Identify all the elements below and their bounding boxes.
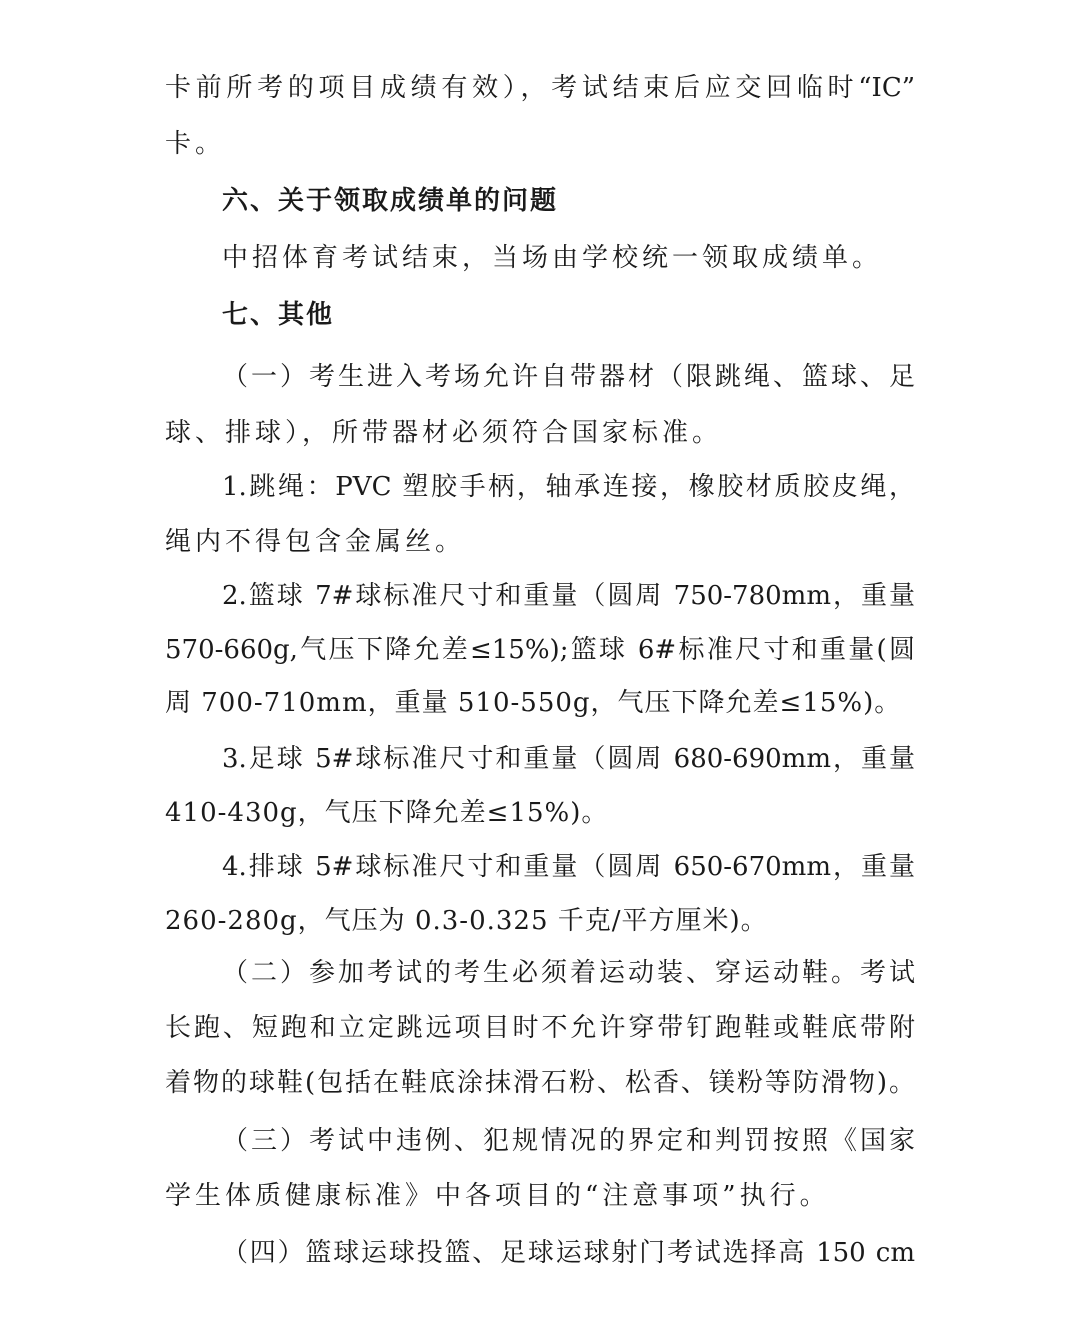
paragraph-line: 球、排球），所带器材必须符合国家标准。 bbox=[165, 418, 723, 448]
section-heading-7: 七、其他 bbox=[222, 300, 335, 330]
paragraph-line: 4.排球 5#球标准尺寸和重量（圆周 650-670mm，重量 bbox=[222, 852, 915, 882]
paragraph-line: 学生体质健康标准》中各项目的“注意事项”执行。 bbox=[165, 1181, 830, 1211]
paragraph-line: （三）考试中违例、犯规情况的界定和判罚按照《国家 bbox=[222, 1126, 915, 1156]
paragraph-line: 卡前所考的项目成绩有效），考试结束后应交回临时“IC” bbox=[165, 73, 915, 103]
paragraph-line: 1.跳绳：PVC 塑胶手柄，轴承连接，橡胶材质胶皮绳， bbox=[222, 472, 915, 502]
paragraph-line: 570-660g,气压下降允差≤15%);篮球 6#标准尺寸和重量(圆 bbox=[165, 635, 915, 665]
paragraph-line: （四）篮球运球投篮、足球运球射门考试选择高 150 cm bbox=[222, 1238, 915, 1268]
paragraph-line: 绳内不得包含金属丝。 bbox=[165, 527, 466, 557]
paragraph-line: （二）参加考试的考生必须着运动装、穿运动鞋。考试 bbox=[222, 958, 915, 988]
paragraph-line: 着物的球鞋(包括在鞋底涂抹滑石粉、松香、镁粉等防滑物)。 bbox=[165, 1068, 915, 1098]
paragraph-line: 长跑、短跑和立定跳远项目时不允许穿带钉跑鞋或鞋底带附 bbox=[165, 1013, 915, 1043]
paragraph-line: （一）考生进入考场允许自带器材（限跳绳、篮球、足 bbox=[222, 362, 915, 392]
paragraph-line: 260-280g，气压为 0.3-0.325 千克/平方厘米)。 bbox=[165, 906, 768, 936]
paragraph-line: 周 700-710mm，重量 510-550g，气压下降允差≤15%)。 bbox=[165, 688, 902, 718]
section-heading-6: 六、关于领取成绩单的问题 bbox=[222, 186, 559, 216]
paragraph-line: 410-430g，气压下降允差≤15%)。 bbox=[165, 798, 609, 828]
paragraph-line: 中招体育考试结束，当场由学校统一领取成绩单。 bbox=[222, 243, 883, 273]
paragraph-line: 卡。 bbox=[165, 129, 226, 159]
paragraph-line: 2.篮球 7#球标准尺寸和重量（圆周 750-780mm，重量 bbox=[222, 581, 915, 611]
paragraph-line: 3.足球 5#球标准尺寸和重量（圆周 680-690mm，重量 bbox=[222, 744, 915, 774]
